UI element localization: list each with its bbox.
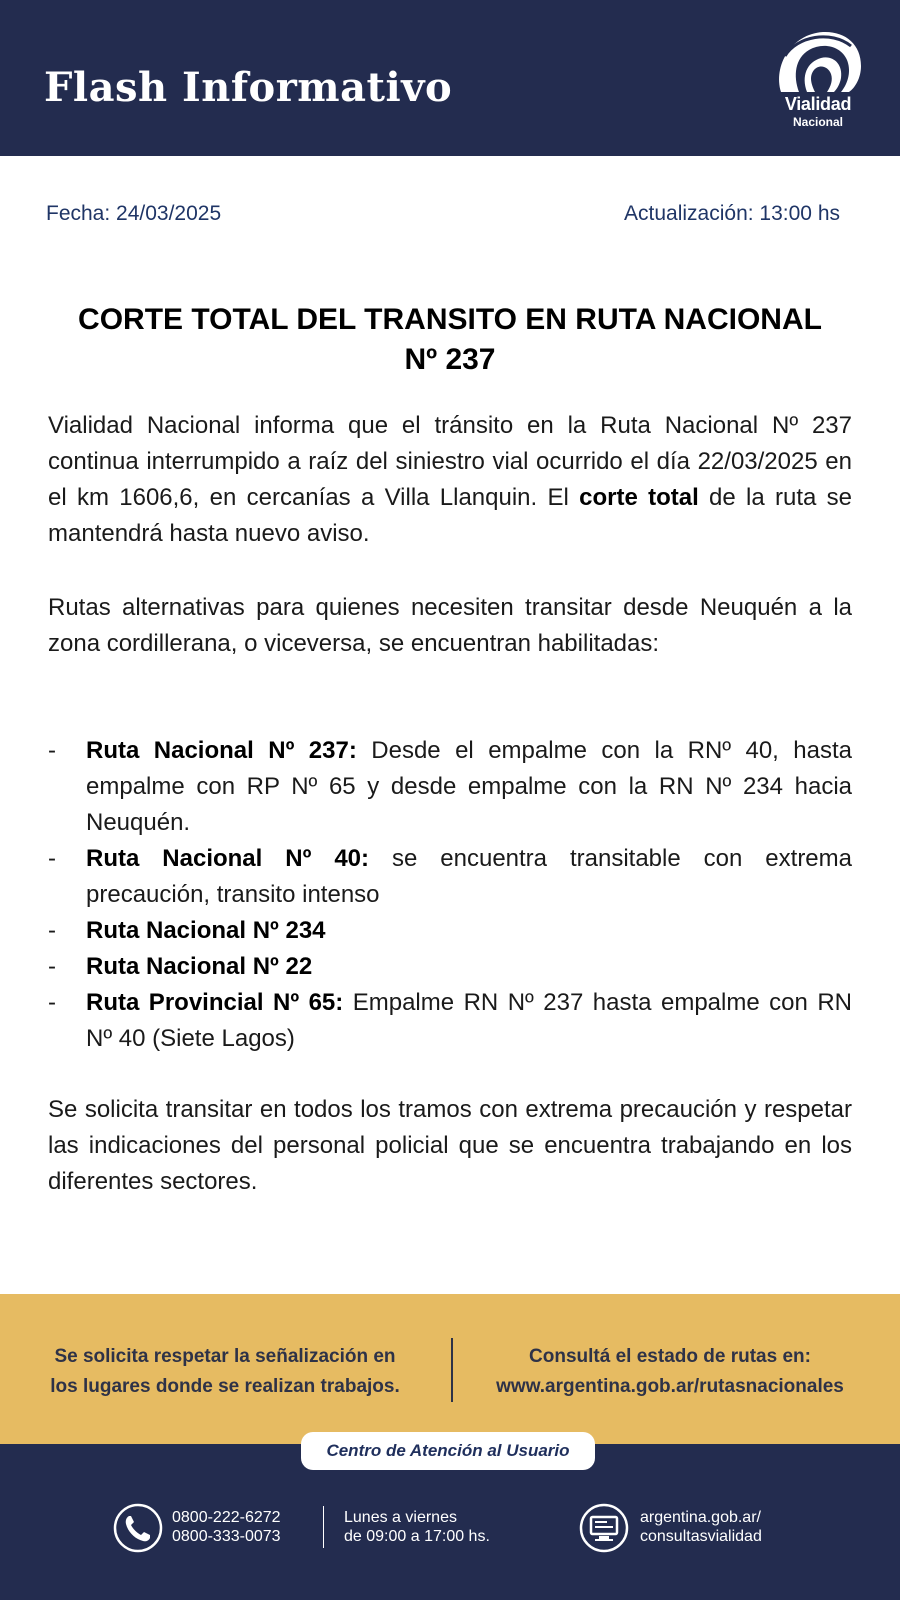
route-name: Ruta Provincial Nº 65: bbox=[86, 989, 344, 1016]
routes-status-line1: Consultá el estado de rutas en: bbox=[529, 1346, 811, 1367]
list-dash: - bbox=[48, 737, 56, 764]
consult-website bbox=[640, 1508, 762, 1546]
routes-status-notice bbox=[460, 1342, 880, 1402]
band-divider bbox=[451, 1338, 453, 1402]
alternatives-paragraph: Rutas alternativas para quienes necesiten transitar desde Neuquén a la zona cordillerana, o viceversa, se encuentran habilitadas: bbox=[48, 594, 852, 657]
computer-icon bbox=[578, 1502, 630, 1554]
route-detail: Desde el empalme con la RNº 40, hasta empalme con RP Nº 65 y desde empalme con la RN Nº 234 hacia Neuquén. bbox=[86, 737, 853, 836]
phone-number-2[interactable]: 0800-333-0073 bbox=[172, 1528, 281, 1545]
road-swirl-icon bbox=[771, 26, 865, 96]
consult-website-line2[interactable]: consultasvialidad bbox=[640, 1528, 762, 1545]
notice-title-line1: CORTE TOTAL DEL TRANSITO EN RUTA NACIONAL bbox=[78, 303, 822, 336]
route-name: Ruta Nacional Nº 22 bbox=[86, 953, 313, 980]
routes-status-link[interactable]: www.argentina.gob.ar/rutasnacionales bbox=[496, 1376, 844, 1397]
office-hours-time: de 09:00 a 17:00 hs. bbox=[344, 1528, 490, 1545]
header-title: Flash Informativo bbox=[44, 64, 453, 111]
logo-text-vialidad: Vialidad bbox=[784, 94, 852, 114]
list-dash: - bbox=[48, 917, 56, 944]
closure-bold-text: corte total bbox=[579, 484, 699, 511]
alternative-routes-list bbox=[48, 733, 852, 1057]
header-bar bbox=[0, 0, 900, 156]
update-time-label: Actualización: 13:00 hs bbox=[624, 202, 840, 225]
info-band bbox=[0, 1294, 900, 1444]
closure-paragraph bbox=[48, 408, 852, 552]
notice-title bbox=[60, 300, 840, 380]
office-hours-days: Lunes a viernes bbox=[344, 1509, 457, 1526]
consult-website-line1[interactable]: argentina.gob.ar/ bbox=[640, 1509, 761, 1526]
route-name: Ruta Nacional Nº 237: bbox=[86, 737, 357, 764]
phone-icon bbox=[112, 1502, 164, 1554]
date-label: Fecha: 24/03/2025 bbox=[46, 202, 222, 225]
list-item bbox=[48, 949, 852, 985]
user-service-center-badge: Centro de Atención al Usuario bbox=[301, 1432, 595, 1470]
list-item bbox=[48, 841, 852, 913]
list-dash: - bbox=[48, 845, 56, 872]
route-detail: Empalme RN Nº 237 hasta empalme con RN Nº 40 (Siete Lagos) bbox=[86, 989, 853, 1052]
signage-notice bbox=[20, 1342, 430, 1402]
route-detail: se encuentra transitable con extrema precaución, transito intenso bbox=[86, 845, 852, 908]
notice-title-line2: Nº 237 bbox=[404, 343, 496, 376]
route-name: Ruta Nacional Nº 234 bbox=[86, 917, 326, 944]
footer-divider bbox=[323, 1506, 324, 1548]
list-item bbox=[48, 985, 852, 1057]
logo-text-nacional: Nacional bbox=[792, 115, 843, 129]
closure-text-after: de la ruta se mantendrá hasta nuevo aviso. bbox=[48, 484, 853, 547]
list-item bbox=[48, 733, 852, 841]
list-dash: - bbox=[48, 989, 56, 1016]
office-hours bbox=[344, 1508, 490, 1546]
phone-numbers bbox=[172, 1508, 281, 1546]
signage-notice-line2: los lugares donde se realizan trabajos. bbox=[50, 1376, 400, 1397]
route-name: Ruta Nacional Nº 40: bbox=[86, 845, 370, 872]
list-dash: - bbox=[48, 953, 56, 980]
signage-notice-line1: Se solicita respetar la señalización en bbox=[54, 1346, 396, 1367]
vialidad-logo bbox=[763, 26, 873, 136]
caution-paragraph: Se solicita transitar en todos los tramos con extrema precaución y respetar las indicaciones del personal policial que se encuentra trabajando en los diferentes sectores. bbox=[48, 1096, 852, 1195]
closure-text: Vialidad Nacional informa que el tránsito en la Ruta Nacional Nº 237 continua interrumpido a raíz del siniestro vial ocurrido el día 22/03/2025 en el km 1606,6, en cercanías a Villa Llanquin. El bbox=[48, 412, 852, 511]
phone-number-1[interactable]: 0800-222-6272 bbox=[172, 1509, 281, 1526]
list-item bbox=[48, 913, 852, 949]
